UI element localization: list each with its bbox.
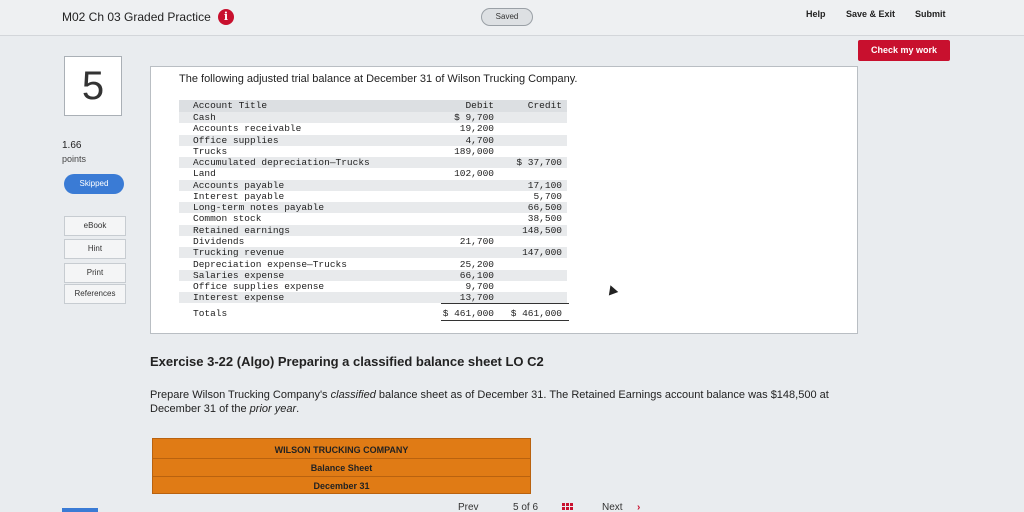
cell-title: Trucking revenue	[193, 247, 285, 258]
saved-indicator: Saved	[481, 8, 533, 26]
help-link[interactable]: Help	[806, 9, 826, 19]
cell-title: Dividends	[193, 236, 245, 247]
exercise-instructions	[150, 388, 830, 416]
cell-title: Accumulated depreciation—Trucks	[193, 157, 370, 168]
cell-debit: 102,000	[454, 168, 494, 179]
cell-title: Office supplies expense	[193, 281, 325, 292]
cell-debit: 19,200	[459, 123, 494, 134]
hint-button[interactable]: Hint	[64, 239, 126, 259]
table-row	[179, 281, 567, 292]
totals-rule	[441, 303, 569, 304]
mouse-cursor-icon	[606, 284, 618, 296]
cell-title: Salaries expense	[193, 270, 285, 281]
cell-debit: $ 9,700	[454, 112, 494, 123]
prev-button[interactable]: Prev	[458, 502, 479, 512]
top-bar	[0, 0, 1024, 36]
next-arrow-icon[interactable]: ›	[637, 502, 641, 512]
cell-title: Retained earnings	[193, 225, 290, 236]
table-row	[179, 135, 567, 146]
points-label: points	[62, 154, 87, 164]
submit-link[interactable]: Submit	[915, 9, 946, 19]
table-row	[179, 236, 567, 247]
instr-em: prior year	[249, 403, 297, 415]
cell-title: Accounts payable	[193, 180, 285, 191]
cell-title: Long-term notes payable	[193, 202, 325, 213]
ebook-button[interactable]: eBook	[64, 216, 126, 236]
cell-debit: 25,200	[459, 259, 494, 270]
cell-title: Depreciation expense—Trucks	[193, 259, 347, 270]
header-debit: Debit	[465, 100, 494, 111]
intro-text: The following adjusted trial balance at December 31 of Wilson Trucking Company.	[179, 73, 578, 85]
cell-title: Accounts receivable	[193, 123, 302, 134]
cell-debit: 189,000	[454, 146, 494, 157]
trial-balance-header	[179, 100, 567, 112]
table-row	[179, 191, 567, 202]
question-number: 5	[64, 56, 122, 116]
bs-company-name: WILSON TRUCKING COMPANY	[153, 442, 530, 459]
cell-debit: 13,700	[459, 292, 494, 303]
cell-debit: 21,700	[459, 236, 494, 247]
table-row	[179, 259, 567, 270]
references-button[interactable]: References	[64, 284, 126, 304]
save-exit-link[interactable]: Save & Exit	[846, 9, 896, 19]
totals-double-rule	[441, 320, 569, 321]
cell-title: Land	[193, 168, 216, 179]
totals-label: Totals	[193, 308, 228, 319]
next-button[interactable]: Next	[602, 502, 623, 512]
table-row	[179, 292, 567, 303]
table-row	[179, 213, 567, 224]
instr-em: classified	[330, 389, 376, 401]
cell-debit: 4,700	[465, 135, 494, 146]
grid-icon[interactable]	[562, 503, 574, 512]
cell-title: Office supplies	[193, 135, 279, 146]
cell-credit: 17,100	[527, 180, 562, 191]
cell-title: Interest payable	[193, 191, 285, 202]
header-credit: Credit	[527, 100, 562, 111]
table-row	[179, 157, 567, 168]
instr-part: .	[296, 403, 300, 415]
table-row	[179, 225, 567, 236]
assignment-title: M02 Ch 03 Graded Practice	[62, 10, 211, 24]
cell-credit: 5,700	[533, 191, 562, 202]
info-icon[interactable]: i	[218, 9, 234, 25]
bottom-nav	[0, 500, 1024, 512]
table-row	[179, 168, 567, 179]
bottom-accent-bar	[62, 508, 98, 512]
cell-title: Trucks	[193, 146, 228, 157]
cell-title: Cash	[193, 112, 216, 123]
instr-part: balance sheet as of December 31. The Retained Earnings account balance was $148,500 at December 31 of the	[150, 389, 829, 415]
table-row	[179, 180, 567, 191]
cell-title: Interest expense	[193, 292, 285, 303]
instr-part: Prepare Wilson Trucking Company's	[150, 389, 331, 401]
totals-credit: $ 461,000	[510, 308, 562, 319]
question-card	[150, 66, 858, 334]
bs-date: December 31	[313, 481, 370, 491]
table-row	[179, 123, 567, 134]
check-my-work-button[interactable]: Check my work	[858, 40, 950, 61]
cell-credit: 147,000	[522, 247, 562, 258]
cell-credit: $ 37,700	[516, 157, 562, 168]
exercise-title: Exercise 3-22 (Algo) Preparing a classified balance sheet LO C2	[150, 354, 544, 369]
cell-credit: 38,500	[527, 213, 562, 224]
print-button[interactable]: Print	[64, 263, 126, 283]
table-row	[179, 247, 567, 258]
question-sidebar	[0, 36, 140, 512]
trial-balance-table	[179, 100, 567, 320]
page-indicator: 5 of 6	[513, 502, 539, 512]
totals-debit: $ 461,000	[442, 308, 494, 319]
table-row	[179, 270, 567, 281]
cell-debit: 9,700	[465, 281, 494, 292]
cell-title: Common stock	[193, 213, 262, 224]
bs-statement-name: Balance Sheet	[153, 460, 530, 477]
balance-sheet-table	[152, 438, 531, 494]
cell-credit: 148,500	[522, 225, 562, 236]
totals-row	[179, 308, 567, 319]
table-row	[179, 146, 567, 157]
cell-debit: 66,100	[459, 270, 494, 281]
header-account-title: Account Title	[193, 100, 268, 111]
status-badge: Skipped	[64, 174, 124, 194]
table-row	[179, 112, 567, 123]
cell-credit: 66,500	[527, 202, 562, 213]
points-value: 1.66	[62, 140, 82, 151]
table-row	[179, 202, 567, 213]
